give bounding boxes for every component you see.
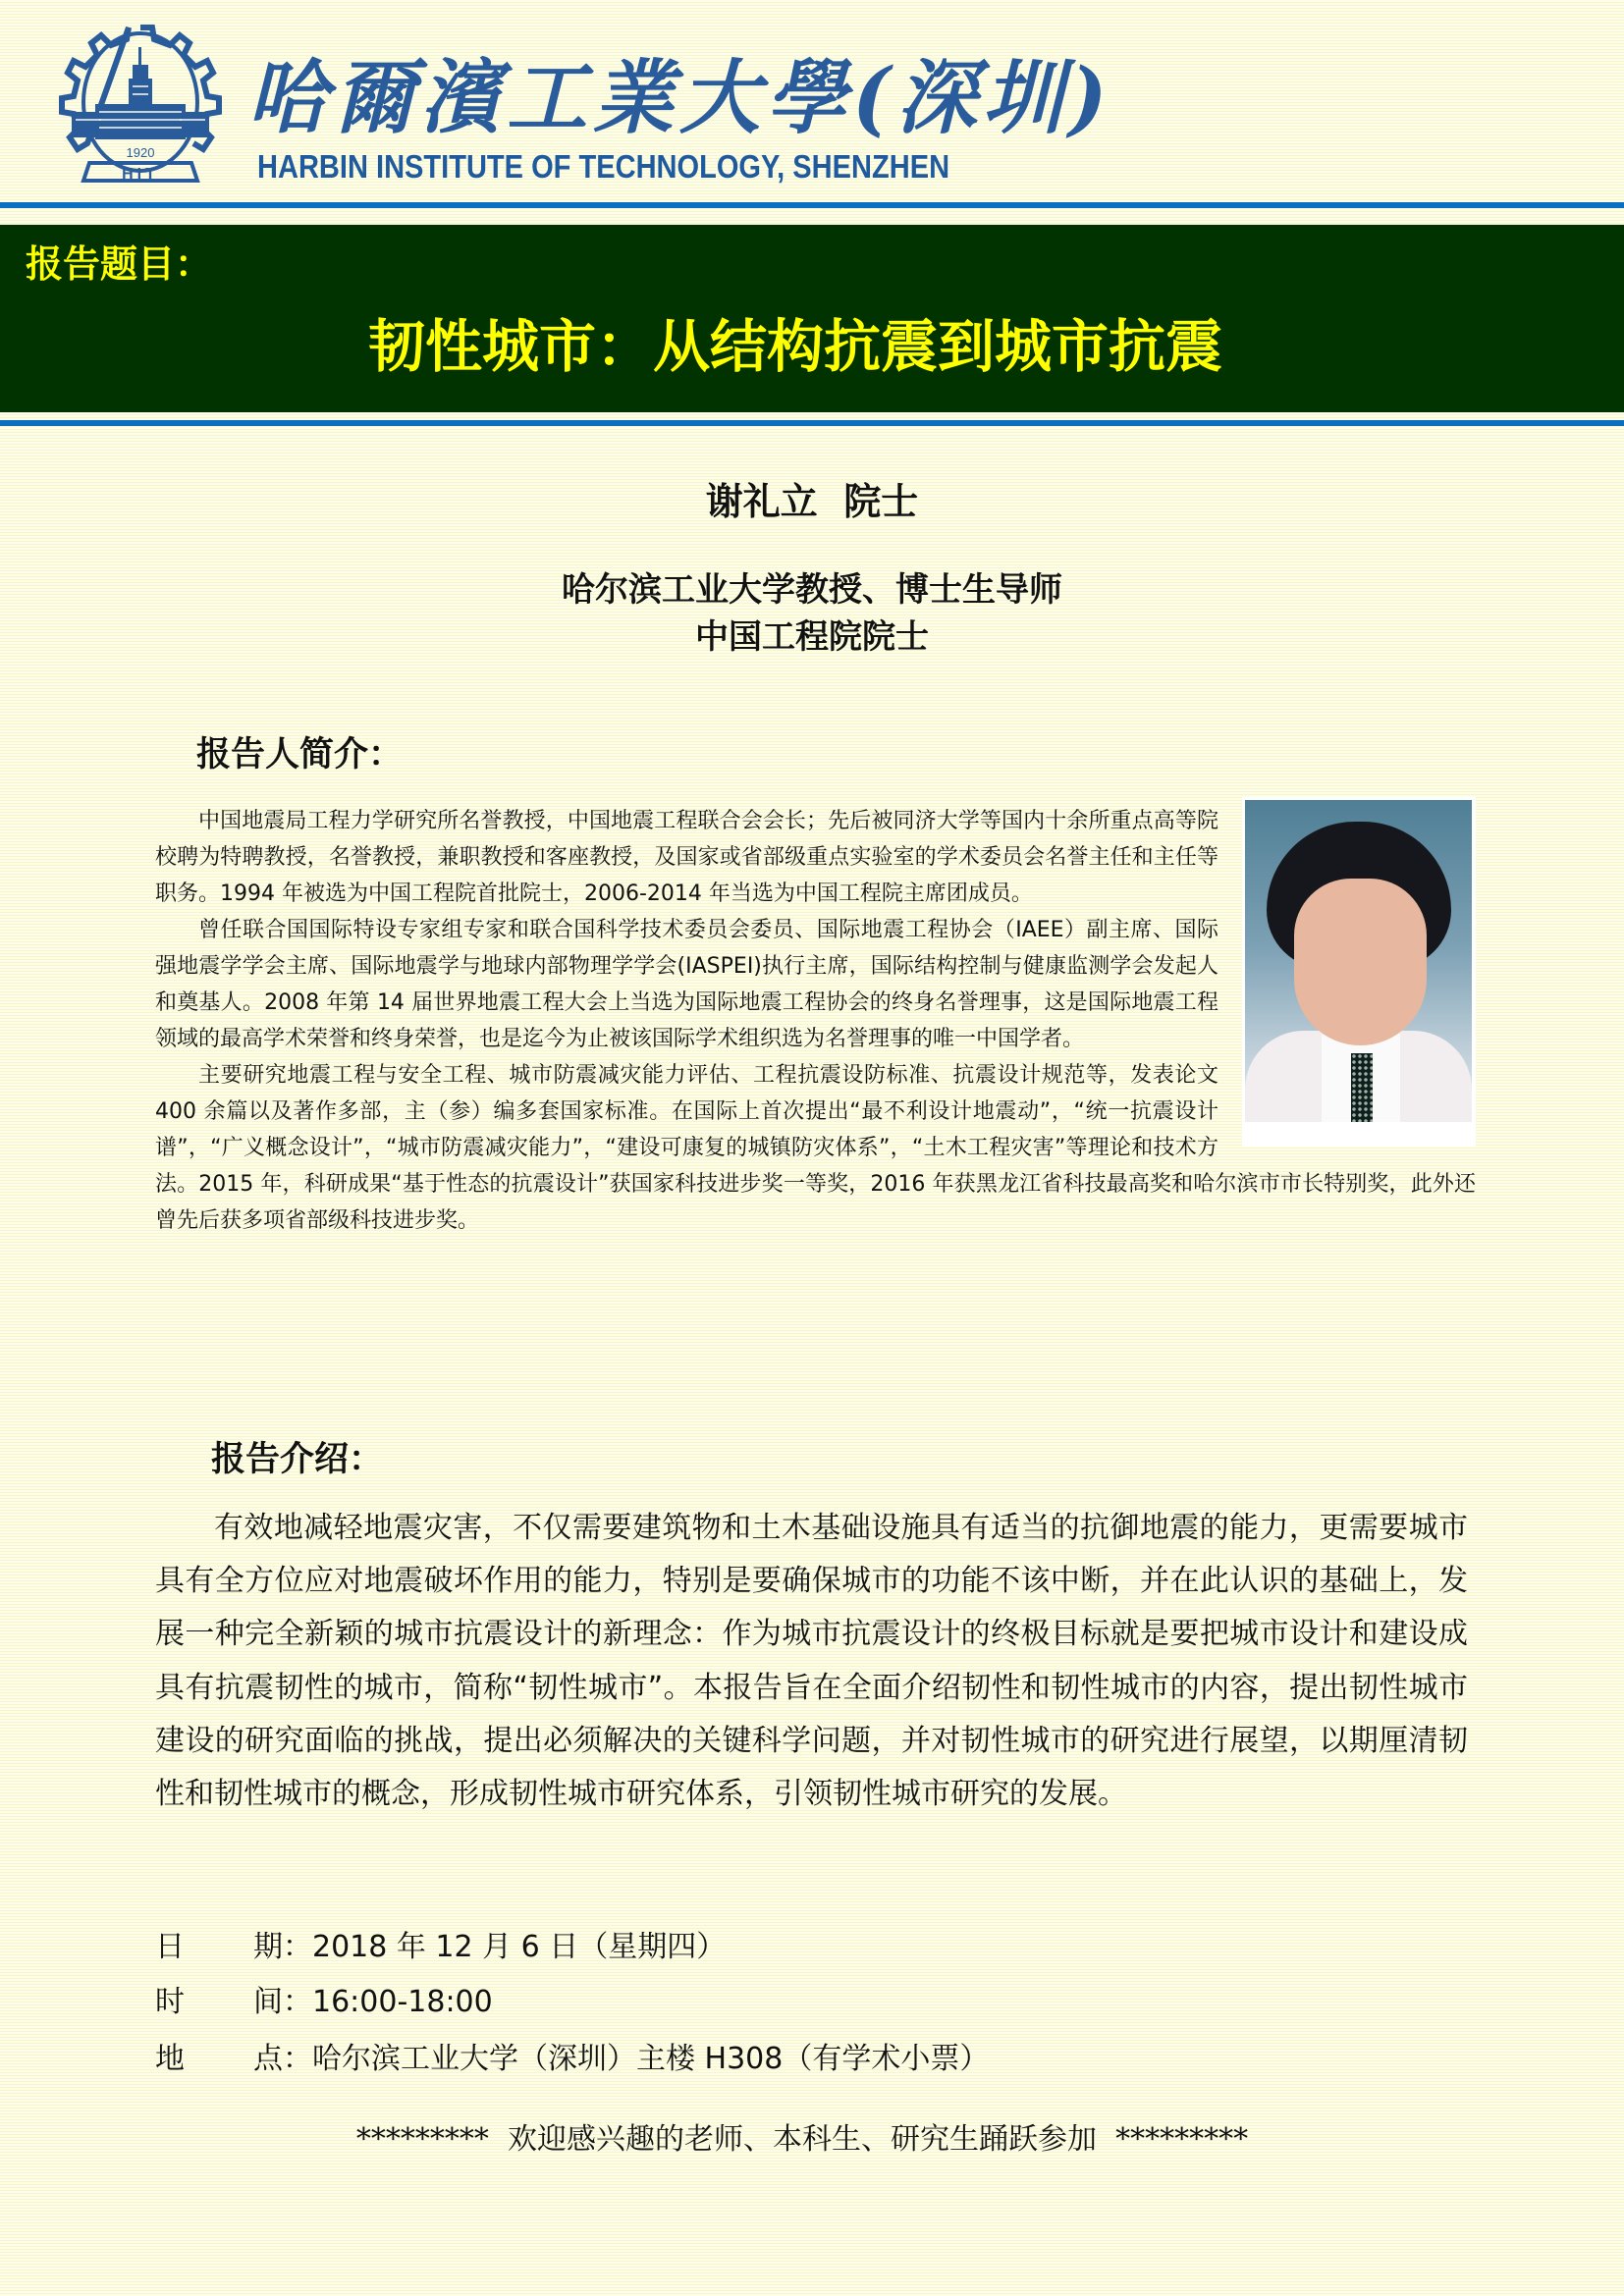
place-key: 地 [155,2042,185,2076]
place-value: 哈尔滨工业大学（深圳）主楼 H308（有学术小票） [312,2042,990,2076]
invitation-footer: ********* 欢迎感兴趣的老师、本科生、研究生踊跃参加 ********* [355,2122,1249,2157]
speaker-photo [1242,797,1476,1147]
topic-label: 报告题目： [26,242,213,286]
date-value: 2018 年 12 月 6 日（星期四） [312,1930,727,1964]
top-divider [0,202,1624,208]
bio-paragraph: 曾任联合国国际特设专家组专家和联合国科学技术委员会委员、国际地震工程协会（IAEE）副主席、国际强地震学学会主席、国际地震学与地球内部物理学学会(IASPEI)执行主席，国际结构控制与健康监测学会发起人和奠基人。2008 年第 14 届世界地震工程大会上当选为国际地震工程协会的终身名誉理事，这是国际地震工程领域的最高学术荣誉和终身荣誉，也是迄今为止被该国际学术组织选为名誉理事的唯一中国学者。 [155,918,1218,1051]
date-key-2: 期： [253,1930,312,1964]
intro-paragraph: 有效地减轻地震灾害，不仅需要建筑物和土木基础设施具有适当的抗御地震的能力，更需要城市具有全方位应对地震破坏作用的能力，特别是要确保城市的功能不该中断，并在此认识的基础上，发展一种完全新颖的城市抗震设计的新理念：作为城市抗震设计的终极目标就是要把城市设计和建设成具有抗震韧性的城市，简称“韧性城市”。本报告旨在全面介绍韧性和韧性城市的内容，提出韧性城市建设的研究面临的挑战，提出必须解决的关键科学问题，并对韧性城市的研究进行展望，以期厘清韧性和韧性城市的概念，形成韧性城市研究体系，引领韧性城市研究的发展。 [155,1511,1468,1812]
svg-text:1920: 1920 [126,145,155,160]
time-key: 时 [155,1985,185,2019]
speaker-affiliation-2: 中国工程院院士 [695,617,929,657]
talk-title: 韧性城市：从结构抗震到城市抗震 [367,313,1222,380]
hit-emblem-icon [44,22,237,188]
event-place [155,2040,989,2079]
university-name-chinese: 哈爾濱工業大學(深圳) [247,51,1113,145]
time-value: 16:00-18:00 [312,1985,493,2019]
bio-paragraph: 主要研究地震工程与安全工程、城市防震减灾能力评估、工程抗震设防标准、抗震设计规范等，发表论文 400 余篇以及著作多部，主（参）编多套国家标准。在国际上首次提出“最不利设计地震动”，“统一抗震设计谱”，“广义概念设计”，“城市防震减灾能力”，“建设可康复的城镇防灾体系”，“土木工程灾害”等理论和技术方法。2015 年，科研成果“基于性态的抗震设计”获国家科技进步奖一等奖，2016 年获黑龙江省科技最高奖和哈尔滨市市长特别奖，此外还曾先后获多项省部级科技进步奖。 [155,1063,1476,1233]
university-name-english: HARBIN INSTITUTE OF TECHNOLOGY, SHENZHEN [257,148,950,185]
place-key-2: 点： [253,2042,312,2076]
speaker-name: 谢礼立 院士 [705,480,919,523]
svg-text:HIT: HIT [122,166,159,183]
title-divider [0,420,1624,426]
speaker-affiliation-1: 哈尔滨工业大学教授、博士生导师 [562,570,1062,610]
speaker-portrait-icon [1245,800,1472,1122]
time-key-2: 间： [253,1985,312,2019]
date-key: 日 [155,1930,185,1964]
event-date [155,1928,726,1967]
intro-heading: 报告介绍： [211,1440,384,1479]
event-time [155,1983,493,2022]
bio-paragraph: 中国地震局工程力学研究所名誉教授，中国地震工程联合会会长；先后被同济大学等国内十余所重点高等院校聘为特聘教授，名誉教授，兼职教授和客座教授，及国家或省部级重点实验室的学术委员会名誉主任和主任等职务。1994 年被选为中国工程院首批院士，2006-2014 年当选为中国工程院主席团成员。 [155,809,1218,906]
bio-section [155,803,1476,1239]
intro-section [155,1502,1468,1821]
bio-heading: 报告人简介： [196,735,404,774]
hit-emblem-logo [44,22,237,188]
